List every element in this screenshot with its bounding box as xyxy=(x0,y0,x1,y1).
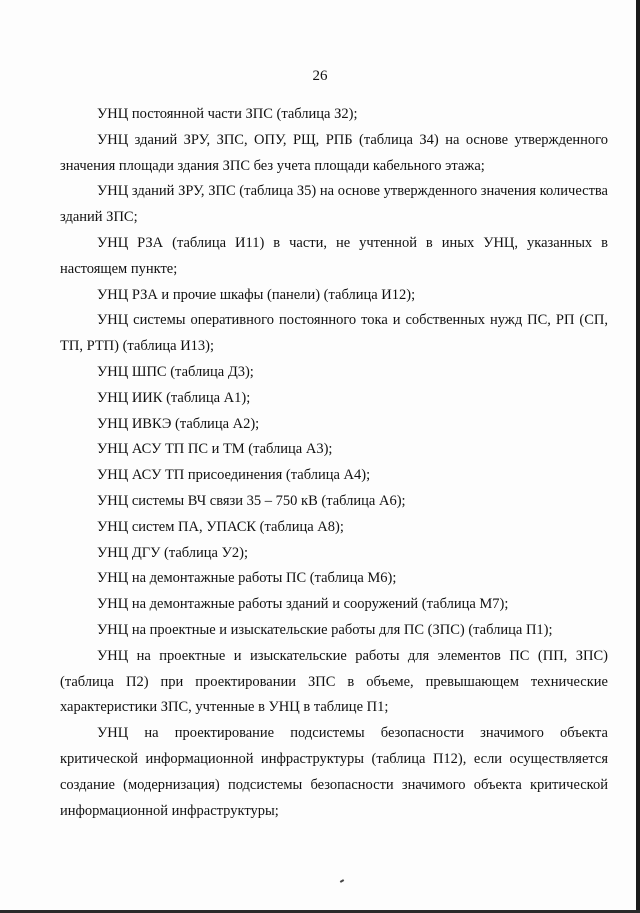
paragraph: УНЦ зданий ЗРУ, ЗПС, ОПУ, РЩ, РПБ (таблица З4) на основе утвержденного значения площади здания ЗПС без учета площади кабельного этажа; xyxy=(60,131,608,174)
paragraph: УНЦ АСУ ТП ПС и ТМ (таблица А3); xyxy=(97,441,333,458)
paragraph: УНЦ зданий ЗРУ, ЗПС (таблица З5) на основе утвержденного значения количества зданий ЗПС; xyxy=(60,183,608,226)
paragraph: УНЦ на проектирование подсистемы безопасности значимого объекта критической информационной инфраструктуры (таблица П12), если осуществляется создание (модернизация) подсистемы безопасности значимого объекта критической информационной инфраструктуры; xyxy=(60,725,608,819)
paragraph: УНЦ на проектные и изыскательские работы для ПС (ЗПС) (таблица П1); xyxy=(97,621,553,638)
scan-border-right xyxy=(636,0,640,913)
paragraph: УНЦ РЗА (таблица И11) в части, не учтенной в иных УНЦ, указанных в настоящем пункте; xyxy=(60,234,608,277)
document-body xyxy=(60,102,608,824)
paragraph: УНЦ на демонтажные работы ПС (таблица М6); xyxy=(97,570,397,587)
paragraph: УНЦ системы ВЧ связи 35 – 750 кВ (таблица А6); xyxy=(97,492,406,509)
paragraph: УНЦ РЗА и прочие шкафы (панели) (таблица И12); xyxy=(97,286,416,303)
paragraph: УНЦ ДГУ (таблица У2); xyxy=(97,544,248,561)
paragraph: УНЦ на демонтажные работы зданий и сооружений (таблица М7); xyxy=(97,596,509,613)
paragraph: УНЦ АСУ ТП присоединения (таблица А4); xyxy=(97,467,371,484)
paragraph: УНЦ постоянной части ЗПС (таблица З2); xyxy=(97,106,358,122)
page-number: 26 xyxy=(312,68,328,84)
paragraph: УНЦ систем ПА, УПАСК (таблица А8); xyxy=(97,518,344,535)
scan-speck xyxy=(340,879,344,883)
paragraph: УНЦ ШПС (таблица Д3); xyxy=(97,363,254,380)
paragraph: УНЦ ИВКЭ (таблица А2); xyxy=(97,415,260,432)
paragraph: УНЦ ИИК (таблица А1); xyxy=(97,389,251,406)
paragraph: УНЦ системы оперативного постоянного тока и собственных нужд ПС, РП (СП, ТП, РТП) (таблица И13); xyxy=(60,312,608,355)
paragraph: УНЦ на проектные и изыскательские работы для элементов ПС (ПП, ЗПС) (таблица П2) при проектировании ЗПС в объеме, превышающем технические характеристики ЗПС, учтенные в УНЦ в таблице П1; xyxy=(60,647,608,716)
